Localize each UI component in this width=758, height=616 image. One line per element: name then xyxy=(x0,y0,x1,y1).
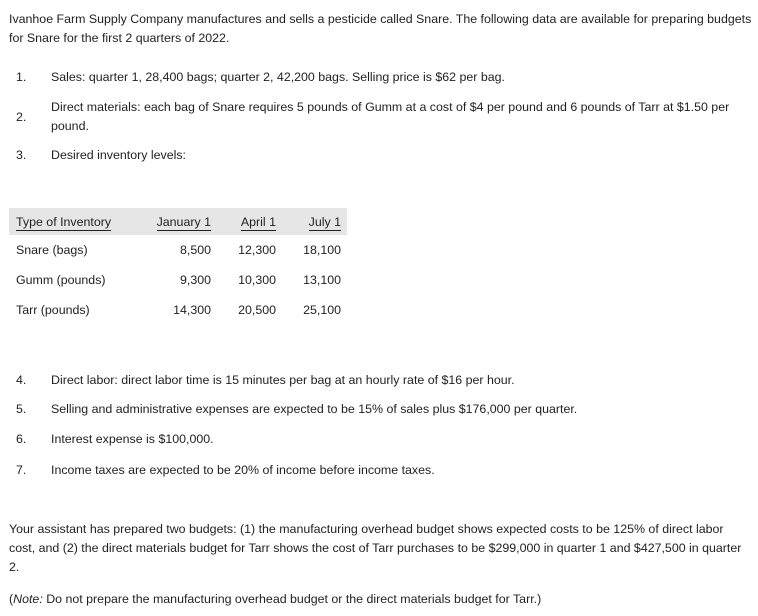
list-item-income-taxes: Income taxes are expected to be 20% of income before income taxes. xyxy=(51,463,435,477)
column-header: Type of Inventory xyxy=(9,208,137,235)
list-item-number: 4. xyxy=(16,373,27,387)
note-open-paren: ( xyxy=(9,592,14,606)
table-row xyxy=(9,265,347,295)
assistant-paragraph: Your assistant has prepared two budgets: (1) the manufacturing overhead budget shows expected costs to be 125% of direct labor cost, and (2) the direct materials budget for Tarr shows the cost of Tarr purchases to be $299,000 in quarter 1 and $427,500 in quarter 2. xyxy=(9,522,742,574)
table-row xyxy=(9,235,347,265)
intro-paragraph: Ivanhoe Farm Supply Company manufactures and sells a pesticide called Snare. The following data are available for preparing budgets for Snare for the first 2 quarters of 2022. xyxy=(9,12,752,45)
list-item-number: 2. xyxy=(16,110,27,124)
table-cell: 25,100 xyxy=(303,303,341,317)
table-cell: 20,500 xyxy=(238,303,276,317)
list-item-interest: Interest expense is $100,000. xyxy=(51,432,214,446)
table-cell: 10,300 xyxy=(238,273,276,287)
table-cell: 14,300 xyxy=(173,303,211,317)
list-item-number: 1. xyxy=(16,70,27,84)
list-item-direct-materials: Direct materials: each bag of Snare requires 5 pounds of Gumm at a cost of $4 per pound and 6 pounds of Tarr at $1.50 per pound. xyxy=(51,100,730,133)
inventory-table xyxy=(9,208,347,325)
note-paragraph xyxy=(9,590,753,609)
column-header: July 1 xyxy=(276,208,347,235)
table-cell: 12,300 xyxy=(238,243,276,257)
table-cell: 13,100 xyxy=(303,273,341,287)
column-header: April 1 xyxy=(211,208,276,235)
row-label: Snare (bags) xyxy=(16,243,88,257)
list-item-number: 3. xyxy=(16,148,27,162)
row-label: Gumm (pounds) xyxy=(16,273,106,287)
table-header-row xyxy=(9,208,347,235)
table-cell: 9,300 xyxy=(179,273,211,287)
list-item-number: 6. xyxy=(16,432,27,446)
list-item-selling-admin: Selling and administrative expenses are expected to be 15% of sales plus $176,000 per quarter. xyxy=(51,402,578,416)
row-label: Tarr (pounds) xyxy=(16,303,90,317)
note-label: Note: xyxy=(13,592,43,606)
column-header: January 1 xyxy=(137,208,211,235)
table-cell: 8,500 xyxy=(179,243,211,257)
table-row xyxy=(9,295,347,325)
list-item-sales: Sales: quarter 1, 28,400 bags; quarter 2, 42,200 bags. Selling price is $62 per bag. xyxy=(51,70,505,84)
list-item-inventory-levels: Desired inventory levels: xyxy=(51,148,186,162)
table-cell: 18,100 xyxy=(303,243,341,257)
list-item-number: 7. xyxy=(16,463,27,477)
list-item-direct-labor: Direct labor: direct labor time is 15 minutes per bag at an hourly rate of $16 per hour. xyxy=(51,373,515,387)
list-item-number: 5. xyxy=(16,402,27,416)
note-text: Do not prepare the manufacturing overhead budget or the direct materials budget for Tarr.) xyxy=(42,592,542,606)
